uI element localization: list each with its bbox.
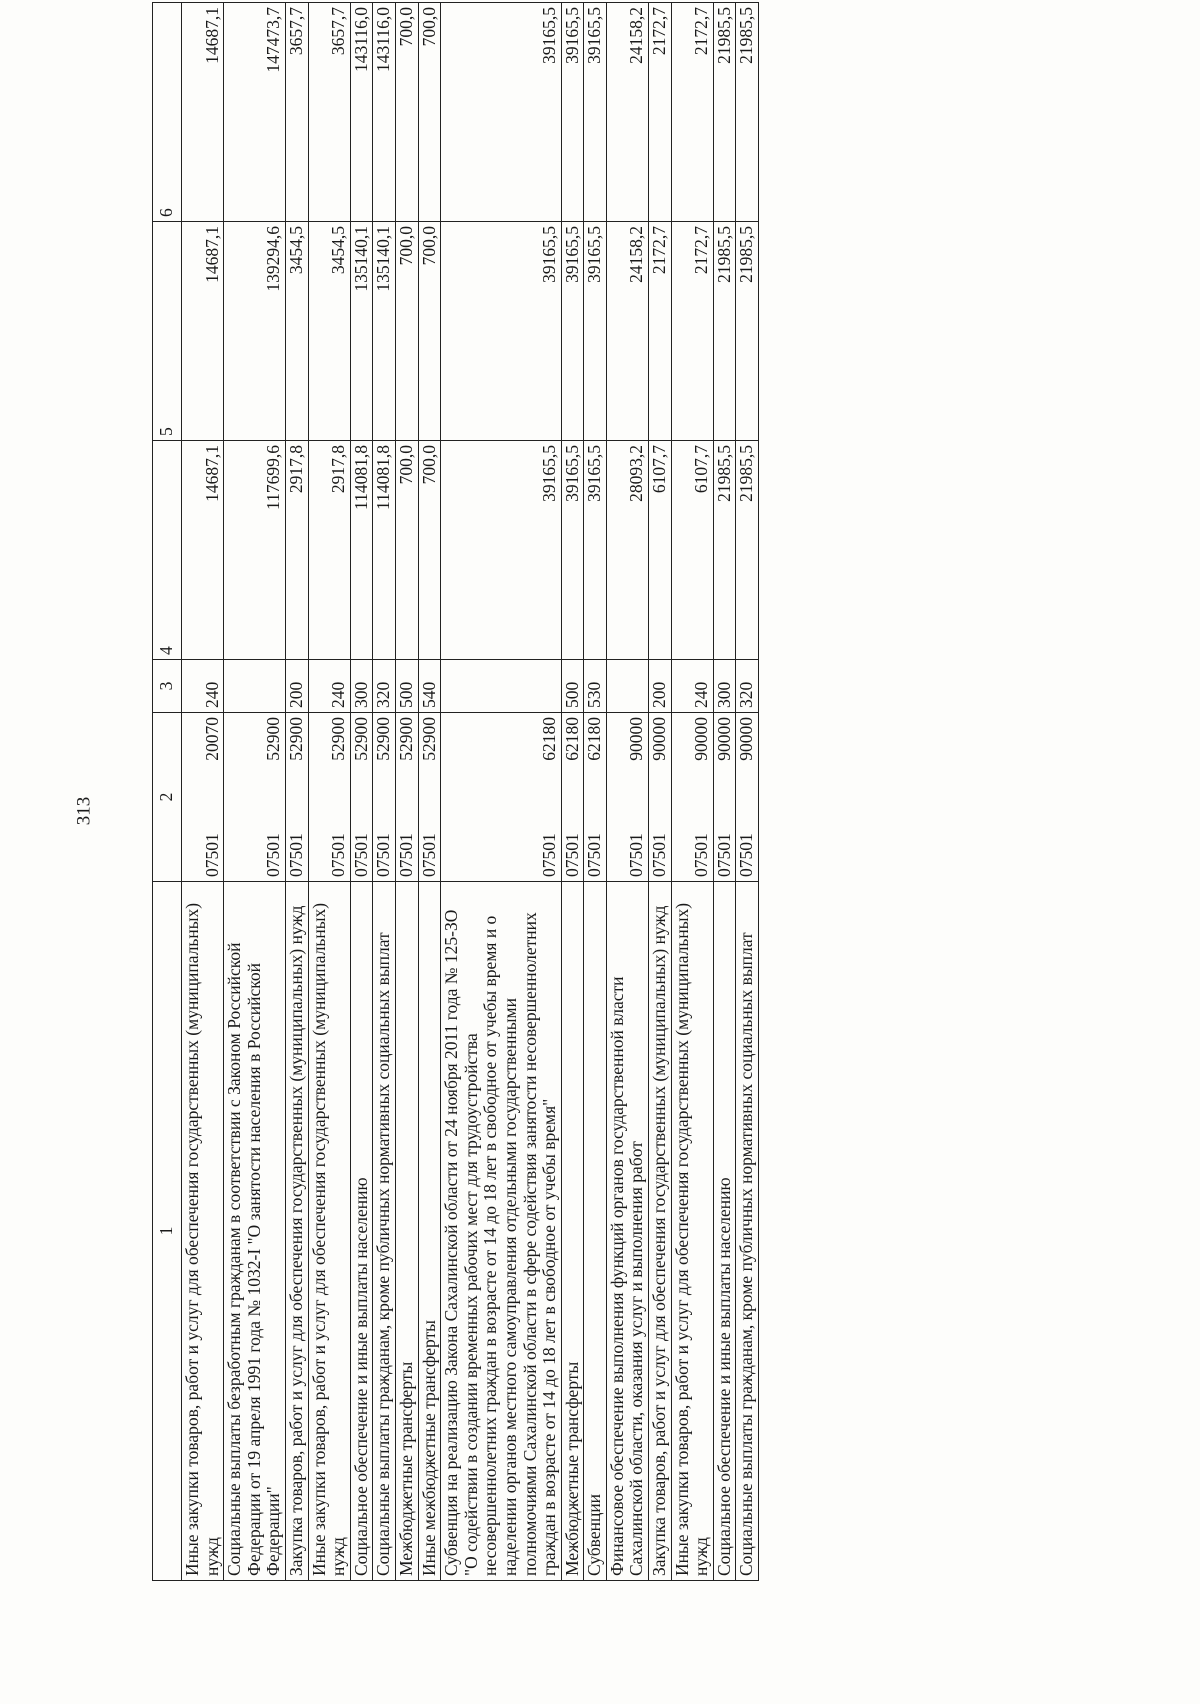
row-value-col4: 117699,6 xyxy=(224,441,286,660)
row-code-item: 62180 xyxy=(561,717,582,761)
row-code-section: 07501 xyxy=(584,833,605,877)
row-value-col6: 3657,7 xyxy=(308,3,350,222)
row-code xyxy=(308,713,350,882)
row-code-section: 07501 xyxy=(395,833,416,877)
row-expense-type: 320 xyxy=(373,660,396,713)
row-value-col5: 135140,1 xyxy=(350,222,373,441)
row-code-item: 52900 xyxy=(395,717,416,761)
row-code xyxy=(584,713,607,882)
row-code xyxy=(606,713,648,882)
table-row xyxy=(713,3,736,1581)
row-description: Межбюджетные трансферты xyxy=(561,882,584,1581)
row-value-col4: 700,0 xyxy=(418,441,441,660)
table-row xyxy=(395,3,418,1581)
row-value-col5: 14687,1 xyxy=(182,222,224,441)
row-description: Иные межбюджетные трансферты xyxy=(418,882,441,1581)
budget-table xyxy=(152,2,759,1581)
row-code xyxy=(649,713,672,882)
row-description: Межбюджетные трансферты xyxy=(395,882,418,1581)
row-description: Субвенция на реализацию Закона Сахалинской области от 24 ноября 2011 года № 125-ЗО "О содействии в создании временных рабочих мест для трудоустройства несовершеннолетних граждан в возрасте от 14 до 18 лет в свободное от учебы время и о наделении органов местного самоуправления отдельными государственными полномочиями Сахалинской области в сфере содействия занятости несовершеннолетних граждан в возрасте от 14 до 18 лет в свободное от учебы время" xyxy=(441,882,562,1581)
row-value-col6: 21985,5 xyxy=(736,3,759,222)
row-description: Иные закупки товаров, работ и услуг для обеспечения государственных (муниципальных) нужд xyxy=(308,882,350,1581)
row-value-col6: 14687,1 xyxy=(182,3,224,222)
row-value-col4: 6107,7 xyxy=(649,441,672,660)
row-code xyxy=(736,713,759,882)
row-value-col5: 700,0 xyxy=(395,222,418,441)
row-expense-type: 200 xyxy=(649,660,672,713)
row-expense-type: 530 xyxy=(584,660,607,713)
row-code-item: 52900 xyxy=(350,717,371,761)
row-expense-type: 500 xyxy=(561,660,584,713)
table-row xyxy=(308,3,350,1581)
row-value-col4: 14687,1 xyxy=(182,441,224,660)
row-code-section: 07501 xyxy=(328,833,349,877)
row-value-col4: 6107,7 xyxy=(671,441,713,660)
rotated-table-container xyxy=(152,7,759,1581)
row-code-item: 52900 xyxy=(328,717,349,761)
row-value-col4: 114081,8 xyxy=(350,441,373,660)
row-value-col5: 3454,5 xyxy=(308,222,350,441)
row-code-section: 07501 xyxy=(649,833,670,877)
row-value-col5: 2172,7 xyxy=(671,222,713,441)
table-row xyxy=(285,3,308,1581)
row-expense-type: 320 xyxy=(736,660,759,713)
table-row xyxy=(606,3,648,1581)
row-code-item: 90000 xyxy=(649,717,670,761)
row-expense-type: 240 xyxy=(671,660,713,713)
row-code-item: 52900 xyxy=(418,717,439,761)
row-code-section: 07501 xyxy=(626,833,647,877)
table-row xyxy=(584,3,607,1581)
row-expense-type: 300 xyxy=(350,660,373,713)
row-value-col5: 2172,7 xyxy=(649,222,672,441)
row-value-col4: 21985,5 xyxy=(713,441,736,660)
column-header-4: 4 xyxy=(153,441,182,660)
row-value-col4: 39165,5 xyxy=(441,441,562,660)
row-value-col5: 3454,5 xyxy=(285,222,308,441)
row-value-col6: 24158,2 xyxy=(606,3,648,222)
row-expense-type: 500 xyxy=(395,660,418,713)
row-value-col5: 21985,5 xyxy=(713,222,736,441)
row-code-section: 07501 xyxy=(713,833,734,877)
row-description: Субвенции xyxy=(584,882,607,1581)
row-code xyxy=(224,713,286,882)
column-number-row xyxy=(153,3,182,1581)
row-code xyxy=(671,713,713,882)
row-code-item: 62180 xyxy=(584,717,605,761)
row-value-col5: 21985,5 xyxy=(736,222,759,441)
table-row xyxy=(649,3,672,1581)
row-value-col6: 39165,5 xyxy=(584,3,607,222)
row-value-col6: 3657,7 xyxy=(285,3,308,222)
row-value-col6: 147473,7 xyxy=(224,3,286,222)
row-code-section: 07501 xyxy=(539,833,560,877)
row-value-col5: 700,0 xyxy=(418,222,441,441)
row-description: Социальные выплаты гражданам, кроме публичных нормативных социальных выплат xyxy=(736,882,759,1581)
row-code xyxy=(285,713,308,882)
row-expense-type: 540 xyxy=(418,660,441,713)
row-expense-type xyxy=(224,660,286,713)
table-row xyxy=(182,3,224,1581)
row-code-item: 52900 xyxy=(373,717,394,761)
row-code-section: 07501 xyxy=(736,833,757,877)
row-value-col6: 700,0 xyxy=(418,3,441,222)
row-description: Закупка товаров, работ и услуг для обеспечения государственных (муниципальных) нужд xyxy=(285,882,308,1581)
row-code-item: 52900 xyxy=(285,717,306,761)
row-expense-type: 240 xyxy=(308,660,350,713)
row-code xyxy=(561,713,584,882)
row-code-item: 90000 xyxy=(626,717,647,761)
row-description: Социальное обеспечение и иные выплаты населению xyxy=(713,882,736,1581)
row-code-section: 07501 xyxy=(263,833,284,877)
row-value-col5: 135140,1 xyxy=(373,222,396,441)
row-value-col5: 24158,2 xyxy=(606,222,648,441)
row-value-col6: 21985,5 xyxy=(713,3,736,222)
row-value-col6: 143116,0 xyxy=(350,3,373,222)
page-number: 313 xyxy=(73,796,95,826)
row-code-section: 07501 xyxy=(373,833,394,877)
column-header-5: 5 xyxy=(153,222,182,441)
table-row xyxy=(671,3,713,1581)
column-header-1: 1 xyxy=(153,882,182,1581)
row-code-item: 52900 xyxy=(263,717,284,761)
row-expense-type: 300 xyxy=(713,660,736,713)
row-expense-type: 240 xyxy=(182,660,224,713)
column-header-2: 2 xyxy=(153,713,182,882)
row-code-item: 20070 xyxy=(201,717,222,761)
table-row xyxy=(561,3,584,1581)
row-value-col5: 39165,5 xyxy=(441,222,562,441)
row-code xyxy=(395,713,418,882)
row-value-col4: 114081,8 xyxy=(373,441,396,660)
row-description: Финансовое обеспечение выполнения функций органов государственной власти Сахалинской области, оказания услуг и выполнения работ xyxy=(606,882,648,1581)
row-code xyxy=(713,713,736,882)
row-value-col4: 39165,5 xyxy=(584,441,607,660)
row-expense-type xyxy=(441,660,562,713)
row-value-col6: 39165,5 xyxy=(441,3,562,222)
row-value-col4: 2917,8 xyxy=(285,441,308,660)
row-description: Иные закупки товаров, работ и услуг для обеспечения государственных (муниципальных) нужд xyxy=(671,882,713,1581)
row-code-section: 07501 xyxy=(201,833,222,877)
row-code-section: 07501 xyxy=(691,833,712,877)
column-header-3: 3 xyxy=(153,660,182,713)
row-value-col4: 2917,8 xyxy=(308,441,350,660)
row-expense-type: 200 xyxy=(285,660,308,713)
table-row xyxy=(736,3,759,1581)
table-row xyxy=(441,3,562,1581)
row-code-item: 90000 xyxy=(713,717,734,761)
row-description: Иные закупки товаров, работ и услуг для обеспечения государственных (муниципальных) нужд xyxy=(182,882,224,1581)
row-code xyxy=(350,713,373,882)
table-body xyxy=(182,3,759,1581)
row-code-section: 07501 xyxy=(285,833,306,877)
row-value-col6: 2172,7 xyxy=(649,3,672,222)
row-value-col6: 2172,7 xyxy=(671,3,713,222)
row-value-col4: 39165,5 xyxy=(561,441,584,660)
row-code-item: 90000 xyxy=(736,717,757,761)
row-expense-type xyxy=(606,660,648,713)
row-code xyxy=(418,713,441,882)
row-code-section: 07501 xyxy=(561,833,582,877)
row-value-col4: 700,0 xyxy=(395,441,418,660)
row-value-col6: 700,0 xyxy=(395,3,418,222)
table-row xyxy=(373,3,396,1581)
row-description: Закупка товаров, работ и услуг для обеспечения государственных (муниципальных) нужд xyxy=(649,882,672,1581)
row-value-col5: 39165,5 xyxy=(584,222,607,441)
table-row xyxy=(224,3,286,1581)
row-description: Социальные выплаты безработным гражданам в соответствии с Законом Российской Федерации от 19 апреля 1991 года № 1032-I "О занятости населения в Российской Федерации" xyxy=(224,882,286,1581)
row-value-col5: 39165,5 xyxy=(561,222,584,441)
row-code-section: 07501 xyxy=(418,833,439,877)
row-value-col5: 139294,6 xyxy=(224,222,286,441)
row-description: Социальное обеспечение и иные выплаты населению xyxy=(350,882,373,1581)
row-value-col6: 143116,0 xyxy=(373,3,396,222)
row-value-col4: 21985,5 xyxy=(736,441,759,660)
row-value-col4: 28093,2 xyxy=(606,441,648,660)
row-code xyxy=(373,713,396,882)
row-code xyxy=(441,713,562,882)
row-code-item: 90000 xyxy=(691,717,712,761)
table-row xyxy=(350,3,373,1581)
table-row xyxy=(418,3,441,1581)
row-description: Социальные выплаты гражданам, кроме публичных нормативных социальных выплат xyxy=(373,882,396,1581)
row-code-section: 07501 xyxy=(350,833,371,877)
row-value-col6: 39165,5 xyxy=(561,3,584,222)
column-header-6: 6 xyxy=(153,3,182,222)
row-code-item: 62180 xyxy=(539,717,560,761)
row-code xyxy=(182,713,224,882)
